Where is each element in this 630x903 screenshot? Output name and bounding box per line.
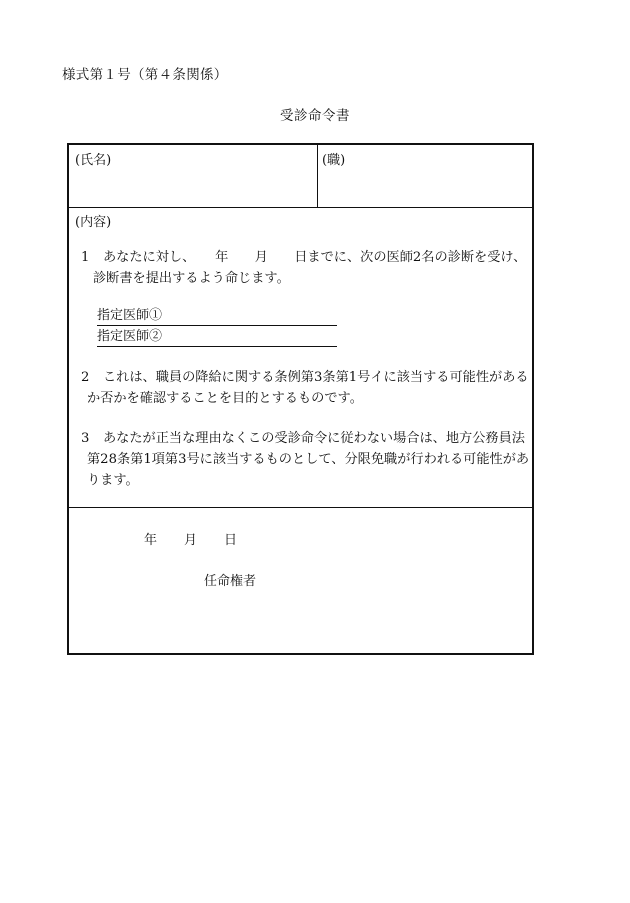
position-cell[interactable] xyxy=(318,145,532,207)
content-item-3 xyxy=(81,428,531,491)
name-label: (氏名) xyxy=(75,153,112,168)
month-label: 月 xyxy=(184,533,198,548)
item-text-line: 第28条第1項第3号に該当するものとして、分限免職が行われる可能性があ xyxy=(87,452,530,467)
order-form xyxy=(67,143,534,655)
item-text-line: あなたが正当な理由なくこの受診命令に従わない場合は、地方公務員法 xyxy=(103,431,525,446)
item-number: 2 xyxy=(81,370,90,385)
content-section xyxy=(69,207,532,508)
day-label: 日 xyxy=(224,533,238,548)
date-line[interactable] xyxy=(144,529,237,548)
item-text-line: ります。 xyxy=(87,473,139,488)
item-text-line: か否かを確認することを目的とするものです。 xyxy=(87,391,363,406)
name-cell[interactable] xyxy=(69,145,318,207)
document-title: 受診命令書 xyxy=(280,108,350,124)
form-number: 様式第１号（第４条関係） xyxy=(62,67,228,83)
item-text-line: 診断書を提出するよう命じます。 xyxy=(93,271,290,286)
signature-section xyxy=(69,507,532,653)
designated-doctor-2-label: 指定医師② xyxy=(97,329,163,344)
content-item-2 xyxy=(81,367,531,409)
header-row xyxy=(69,145,532,208)
year-label: 年 xyxy=(144,533,158,548)
item-text-line: あなたに対し、 年 月 日までに、次の医師2名の診断を受け、 xyxy=(103,250,527,265)
appointing-authority-label: 任命権者 xyxy=(204,574,257,589)
item-number: 1 xyxy=(81,250,90,265)
designated-doctor-1-field[interactable] xyxy=(97,307,337,326)
designated-doctor-2-field[interactable] xyxy=(97,328,337,347)
content-label: (内容) xyxy=(75,215,112,230)
content-item-1 xyxy=(81,247,531,289)
item-number: 3 xyxy=(81,431,90,446)
position-label: (職) xyxy=(322,153,346,168)
designated-doctor-1-label: 指定医師① xyxy=(97,308,163,323)
item-text-line: これは、職員の降給に関する条例第3条第1号イに該当する可能性がある xyxy=(103,370,529,385)
